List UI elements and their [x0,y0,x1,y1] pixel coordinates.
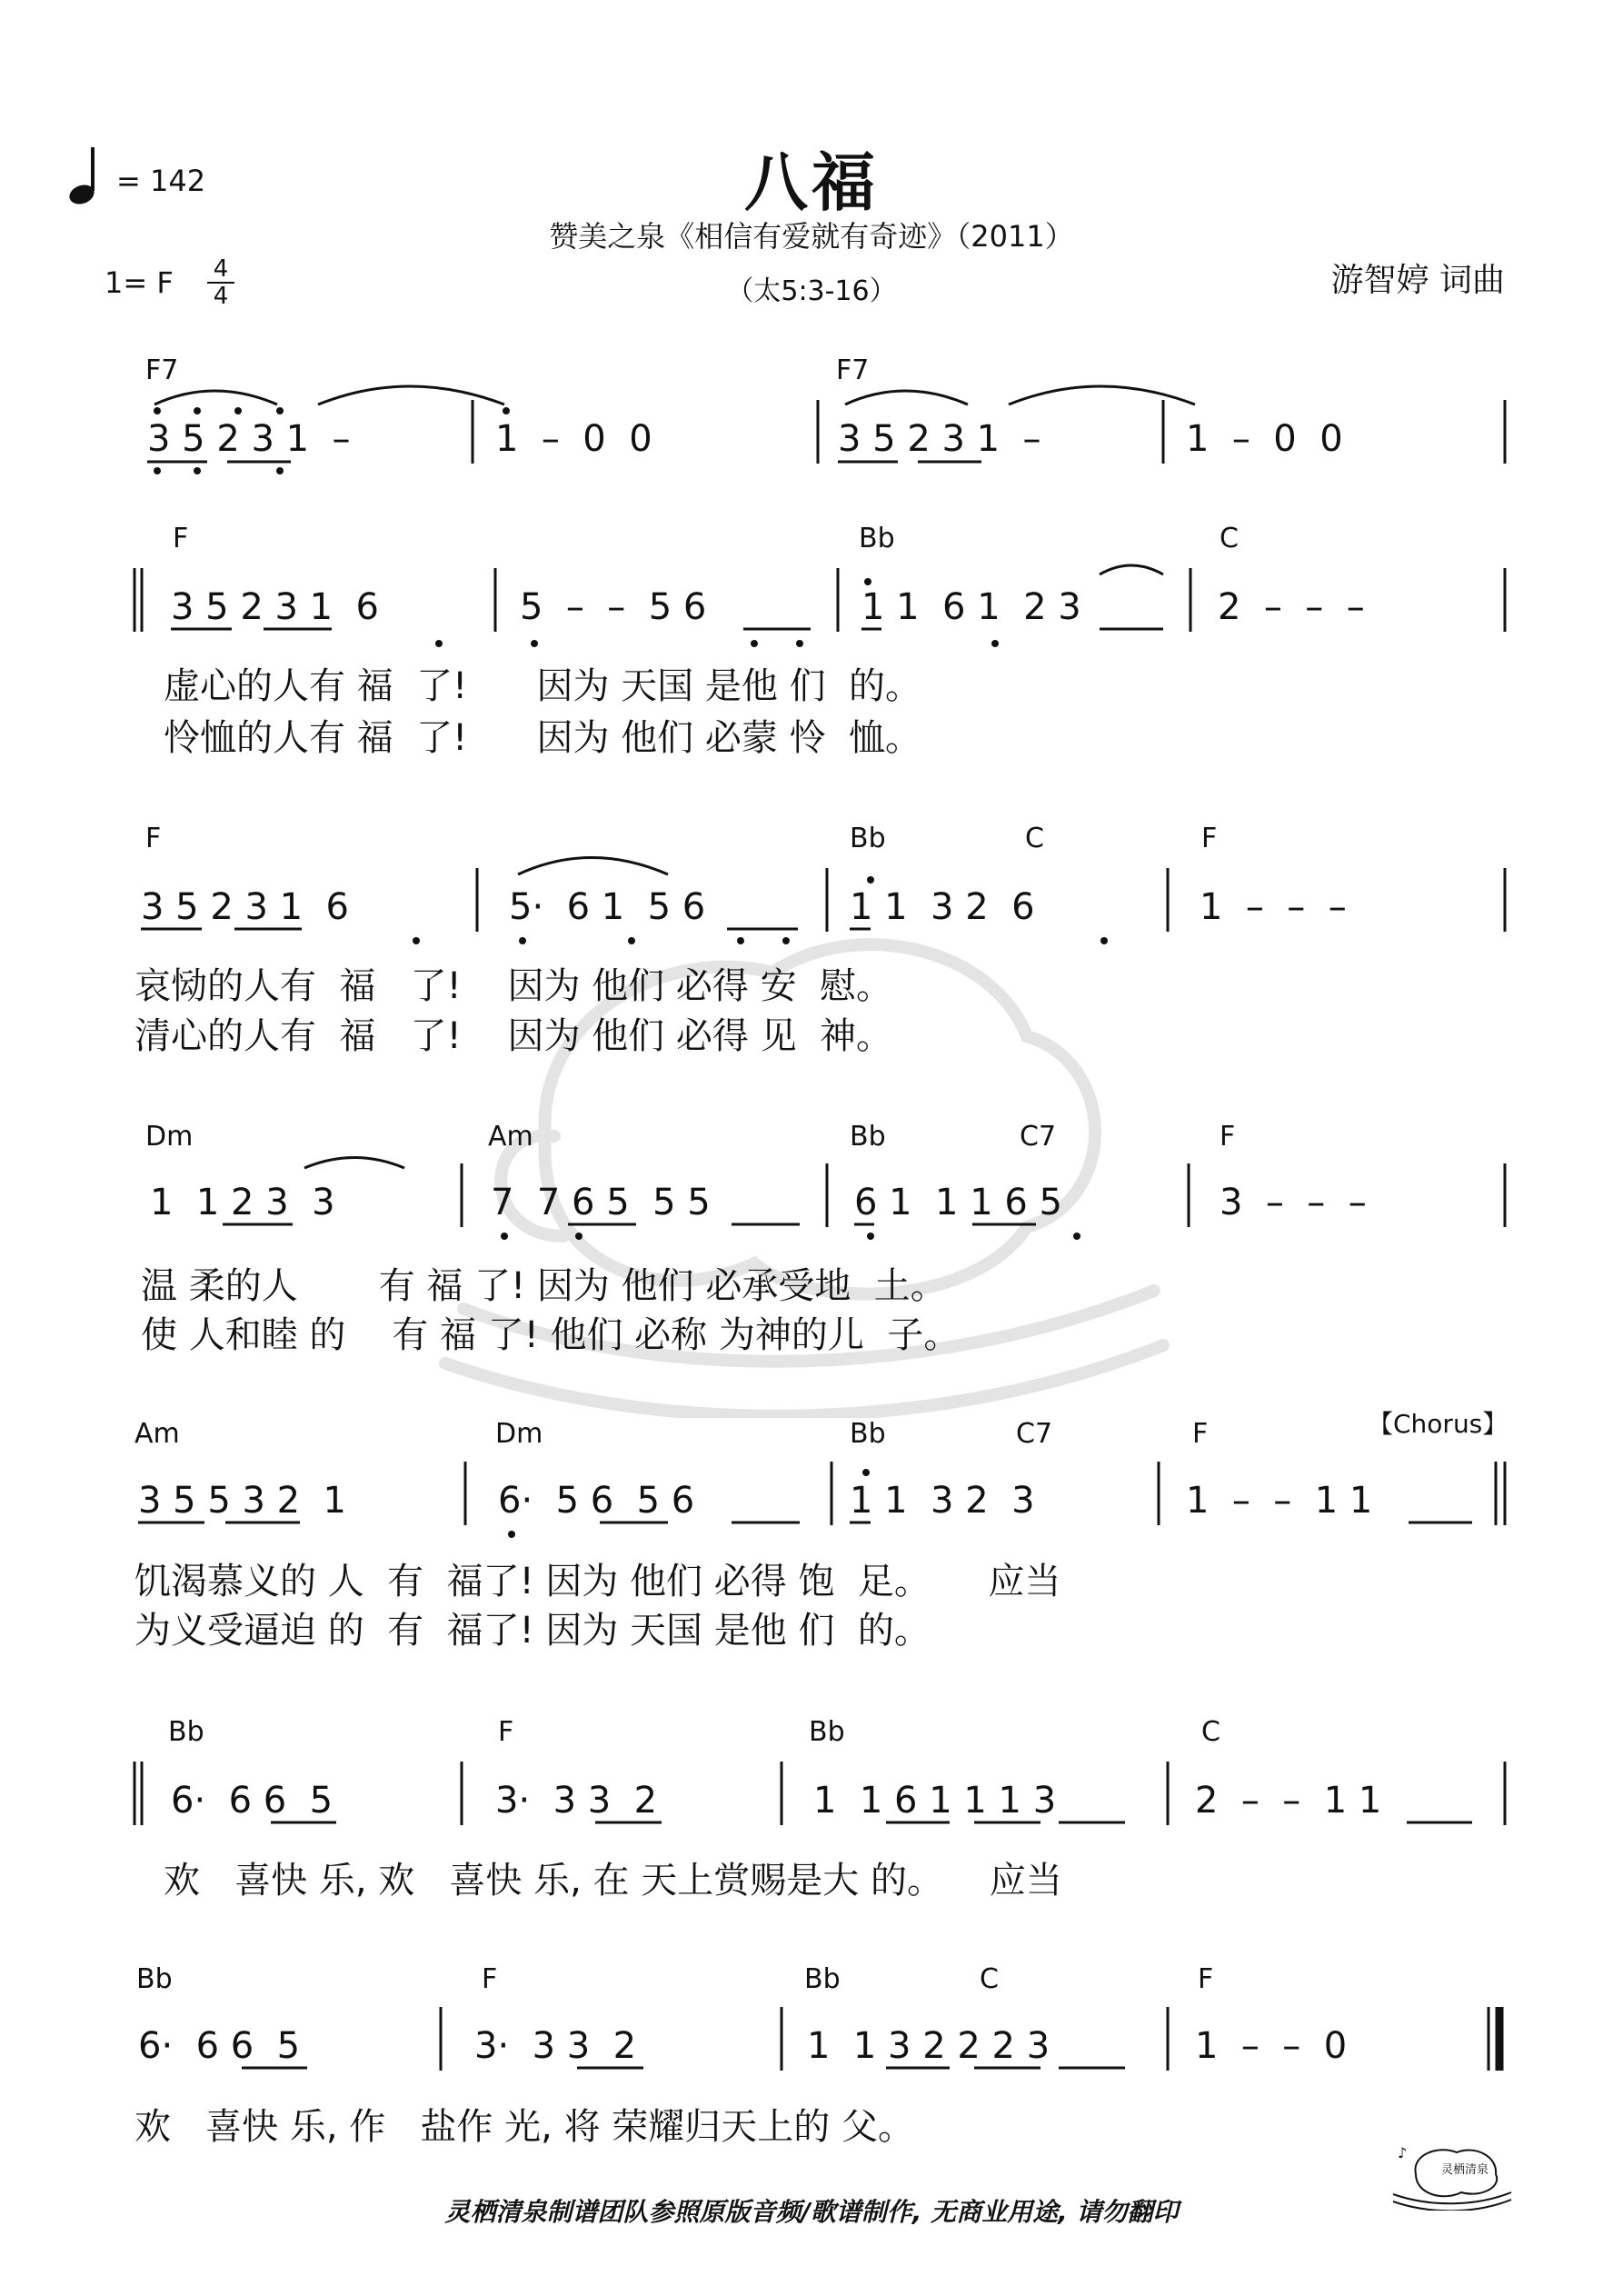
chord-symbol: F [1201,823,1218,854]
measure-notes: 1 1 3 2 3 [850,1480,1035,1522]
chord-symbol: Dm [495,1418,543,1450]
scripture-reference: （太5:3-16） [726,275,897,307]
chord-symbol: Bb [850,1121,886,1153]
time-signature-top: 4 [213,255,229,283]
chord-symbol: Dm [145,1121,194,1153]
measure-notes: 1 – – 0 [1195,2025,1348,2067]
measure-notes: 6· 6 6 5 [138,2025,301,2067]
sheep-logo-icon [1389,2138,1516,2211]
measure-notes: 1 1 3 2 6 [850,886,1035,928]
measure-notes: 1 – – – [1200,886,1347,928]
chord-symbol: C7 [1016,1418,1053,1450]
chord-symbol: Bb [850,823,886,854]
lyric-line: 虚心的人有 福 了! 因为 天国 是他 们 的。 [164,665,922,707]
album-subtitle: 赞美之泉《相信有爱就有奇迹》（2011） [549,219,1074,254]
lyric-line: 为义受逼迫 的 有 福了! 因为 天国 是他 们 的。 [134,1610,931,1652]
logo-text: 灵栖清泉 [1441,2163,1489,2177]
lyric-line: 欢 喜快 乐, 作 盐作 光, 将 荣耀归天上的 父。 [134,2106,915,2148]
key-signature: 1= F [105,265,174,300]
chord-symbol: C [1025,823,1044,854]
lyric-line: 温 柔的人 有 福 了! 因为 他们 必承受地 土。 [141,1265,947,1307]
chord-symbol: F [1220,1121,1236,1153]
measure-notes: 3 5 2 3 1 – [838,418,1041,460]
lyric-line: 欢 喜快 乐, 欢 喜快 乐, 在 天上赏赐是大 的。 应当 [164,1860,1062,1902]
chord-symbol: C [1220,523,1239,554]
chord-symbol: Am [488,1121,533,1153]
measure-notes: 5· 6 1 5 6 [509,886,706,928]
measure-notes: 3 5 2 3 1 6 [141,886,349,928]
measure-notes: 6· 5 6 5 6 [498,1480,695,1522]
measure-notes: 1 – 0 0 [1186,418,1343,460]
tempo-marking: = 142 [116,164,206,198]
lyric-line: 怜恤的人有 福 了! 因为 他们 必蒙 怜 恤。 [164,717,922,759]
composer-credit: 游智婷 词曲 [1330,262,1505,299]
chord-symbol: Bb [168,1716,204,1748]
chord-symbol: C [1201,1716,1220,1748]
lyric-line: 使 人和睦 的 有 福 了! 他们 必称 为神的儿 子。 [141,1314,961,1356]
chord-symbol: F7 [145,354,179,386]
chord-symbol: F [145,823,162,854]
chord-symbol: F7 [836,354,870,386]
measure-notes: 1 1 6 1 2 3 [861,586,1081,628]
measure-notes: 2 – – – [1218,586,1365,628]
measure-notes: 1 1 3 2 2 2 3 [807,2025,1050,2067]
measure-notes: 3 5 2 3 1 6 [171,586,379,628]
measure-notes: 5 – – 5 6 [520,586,707,628]
measure-notes: 6 1 1 1 6 5 [854,1182,1062,1223]
measure-notes: 1 1 6 1 1 1 3 [813,1780,1057,1822]
chord-symbol: F [173,523,189,554]
measure-notes: 1 1 2 3 3 [150,1182,335,1223]
lyric-line: 哀恸的人有 福 了! 因为 他们 必得 安 慰。 [134,965,893,1007]
measure-notes: 1 – 0 0 [495,418,652,460]
measure-notes: 2 – – 1 1 [1195,1780,1382,1822]
lyric-line: 清心的人有 福 了! 因为 他们 必得 见 神。 [134,1015,893,1057]
measure-notes: 3 – – – [1220,1182,1367,1223]
measure-notes: 3· 3 3 2 [495,1780,658,1822]
chord-symbol: F [1198,1963,1214,1995]
measure-notes: 6· 6 6 5 [171,1780,334,1822]
chord-symbol: Bb [850,1418,886,1450]
measure-notes: 3 5 2 3 1 – [147,418,351,460]
footer-credit: 灵栖清泉制谱团队参照原版音频/歌谱制作, 无商业用途, 请勿翻印 [444,2197,1179,2227]
svg-text:♪: ♪ [1398,2144,1408,2161]
time-signature-bottom: 4 [207,282,234,309]
measure-notes: 7 7 6 5 5 5 [491,1182,711,1223]
chord-symbol: F [1192,1418,1209,1450]
measure-notes: 3 5 5 3 2 1 [138,1480,346,1522]
chord-symbol: Bb [809,1716,845,1748]
measure-notes: 1 – – 1 1 [1186,1480,1373,1522]
lyric-line: 饥渴慕义的 人 有 福了! 因为 他们 必得 饱 足。 应当 [134,1561,1061,1602]
chord-symbol: C7 [1020,1121,1057,1153]
chord-symbol: F [498,1716,514,1748]
measure-notes: 3· 3 3 2 [474,2025,637,2067]
chord-symbol: Bb [136,1963,173,1995]
chorus-marker: 【Chorus】 [1368,1409,1508,1439]
chord-symbol: C [980,1963,999,1995]
song-title: 八福 [744,145,879,220]
chord-symbol: Bb [859,523,895,554]
chord-symbol: F [482,1963,498,1995]
chord-symbol: Bb [804,1963,841,1995]
chord-symbol: Am [134,1418,180,1450]
